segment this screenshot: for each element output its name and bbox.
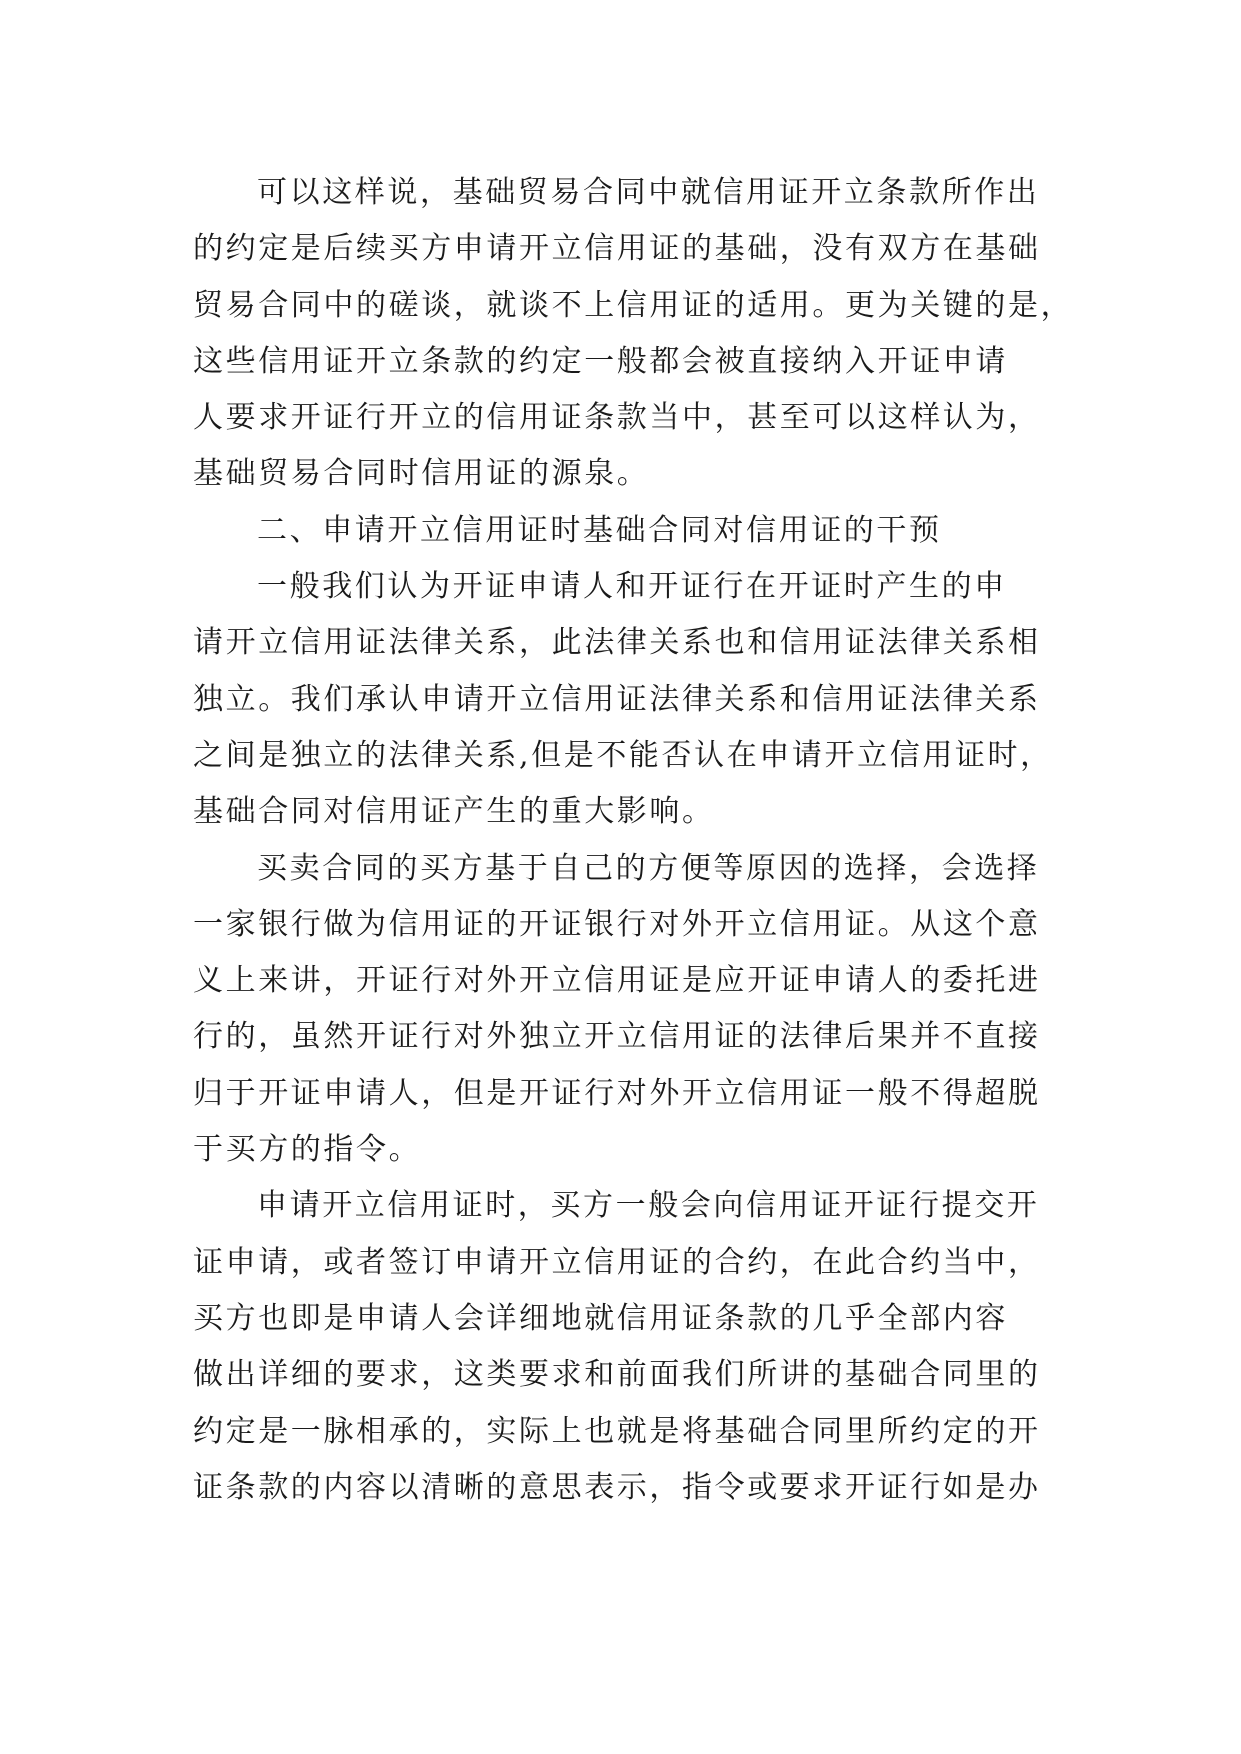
paragraph-line: 人要求开证行开立的信用证条款当中，甚至可以这样认为， <box>193 400 1041 436</box>
paragraph-line: 基础贸易合同时信用证的源泉。 <box>193 456 650 492</box>
paragraph-line: 归于开证申请人，但是开证行对外开立信用证一般不得超脱 <box>193 1075 1041 1111</box>
paragraph-line: 一家银行做为信用证的开证银行对外开立信用证。从这个意 <box>193 906 1041 942</box>
paragraph-line: 证申请，或者签订申请开立信用证的合约，在此合约当中， <box>193 1244 1041 1280</box>
paragraph-line: 买卖合同的买方基于自己的方便等原因的选择，会选择 <box>257 850 1040 886</box>
paragraph-line: 买方也即是申请人会详细地就信用证条款的几乎全部内容 <box>193 1300 1008 1336</box>
paragraph-line: 行的，虽然开证行对外独立开立信用证的法律后果并不直接 <box>193 1019 1041 1055</box>
document-body <box>193 165 1074 1516</box>
paragraph-line: 这些信用证开立条款的约定一般都会被直接纳入开证申请 <box>193 343 1008 379</box>
paragraph-line: 义上来讲，开证行对外开立信用证是应开证申请人的委托进 <box>193 963 1041 999</box>
paragraph-line: 证条款的内容以清晰的意思表示，指令或要求开证行如是办 <box>193 1469 1041 1505</box>
paragraph-line: 贸易合同中的磋谈，就谈不上信用证的适用。更为关键的是， <box>193 287 1074 323</box>
paragraph-line: 基础合同对信用证产生的重大影响。 <box>193 794 715 830</box>
paragraph-line: 请开立信用证法律关系，此法律关系也和信用证法律关系相 <box>193 625 1041 661</box>
paragraph-line: 的约定是后续买方申请开立信用证的基础，没有双方在基础 <box>193 231 1041 267</box>
paragraph-line: 约定是一脉相承的，实际上也就是将基础合同里所约定的开 <box>193 1413 1041 1449</box>
paragraph-line: 之间是独立的法律关系,但是不能否认在申请开立信用证时， <box>193 737 1053 773</box>
paragraph-line: 做出详细的要求，这类要求和前面我们所讲的基础合同里的 <box>193 1357 1041 1393</box>
paragraph-line: 独立。我们承认申请开立信用证法律关系和信用证法律关系 <box>193 681 1041 717</box>
paragraph-line: 一般我们认为开证申请人和开证行在开证时产生的申 <box>257 569 1007 605</box>
paragraph-line: 可以这样说，基础贸易合同中就信用证开立条款所作出 <box>257 175 1040 210</box>
section-heading: 二、申请开立信用证时基础合同对信用证的干预 <box>257 512 942 548</box>
paragraph-line: 于买方的指令。 <box>193 1132 422 1168</box>
paragraph-line: 申请开立信用证时，买方一般会向信用证开证行提交开 <box>257 1188 1040 1224</box>
